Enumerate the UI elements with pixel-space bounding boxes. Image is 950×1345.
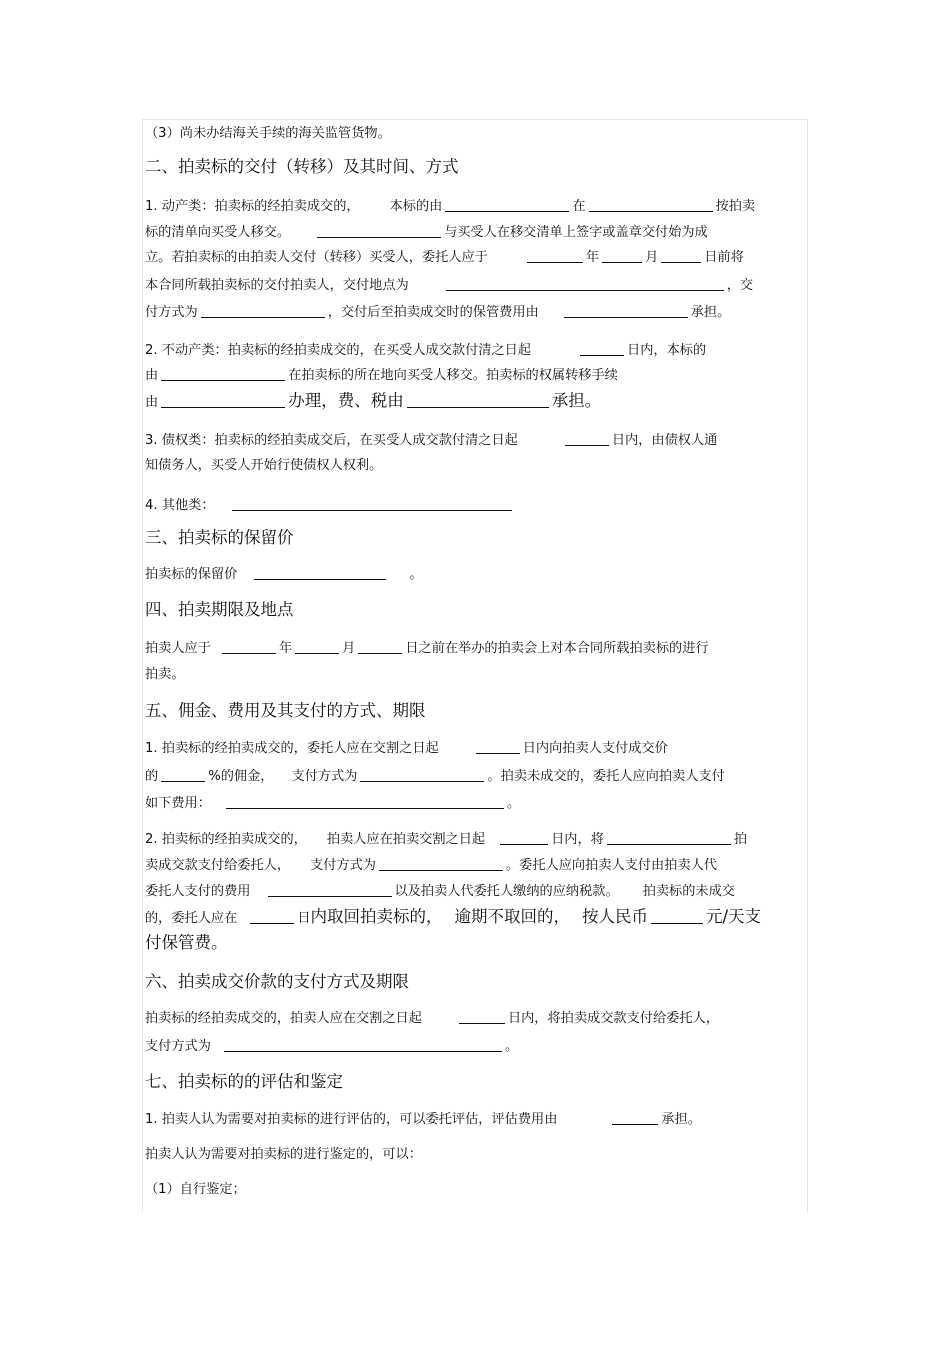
- immovable-line-2: 由 在拍卖标的所在地向买受人移交。拍卖标的权属转移手续: [145, 368, 618, 383]
- reserve-price-line: 拍卖标的保留价 。: [145, 567, 423, 582]
- heading-payment: 六、拍卖成交价款的支付方式及期限: [145, 972, 409, 991]
- commission-line-3: 如下费用： 。: [145, 796, 521, 811]
- heading-appraisal: 七、拍卖标的的评估和鉴定: [145, 1072, 343, 1091]
- appraisal-line: 1. 拍卖人认为需要对拍卖标的进行评估的，可以委托评估，评估费用由 承担。: [145, 1112, 701, 1127]
- movable-line-5: 付方式为 ，交付后至拍卖成交时的保管费用由 承担。: [145, 305, 731, 320]
- payment-line-1: 拍卖标的经拍卖成交的，拍卖人应在交割之日起 日内，将拍卖成交款支付给委托人，: [145, 1011, 719, 1026]
- self-identification-line: （1）自行鉴定；: [145, 1182, 246, 1197]
- commission-line-1: 1. 拍卖标的经拍卖成交的，委托人应在交割之日起 日内向拍卖人支付成交价: [145, 741, 668, 756]
- proceeds-line-1: 2. 拍卖标的经拍卖成交的， 拍卖人应在拍卖交割之日起 日内，将 拍: [145, 832, 748, 847]
- immovable-line-3: 由 办理，费、税由 承担。: [145, 391, 602, 410]
- movable-line-2: 标的清单向买受人移交。 与买受人在移交清单上签字或盖章交付始为成: [145, 225, 708, 240]
- movable-line-1: 1. 动产类：拍卖标的经拍卖成交的， 本标的由 在 按拍卖: [145, 199, 756, 214]
- heading-period-place: 四、拍卖期限及地点: [145, 600, 294, 619]
- period-line-2: 拍卖。: [145, 667, 185, 682]
- claims-line-1: 3. 债权类：拍卖标的经拍卖成交后，在买受人成交款付清之日起 日内，由债权人通: [145, 433, 718, 448]
- proceeds-line-3: 委托人支付的费用 以及拍卖人代委托人缴纳的应纳税款。 拍卖标的未成交: [145, 884, 735, 899]
- immovable-line-1: 2. 不动产类：拍卖标的经拍卖成交的，在买受人成交款付清之日起 日内，本标的: [145, 343, 707, 358]
- heading-delivery: 二、拍卖标的交付（转移）及其时间、方式: [145, 157, 459, 176]
- proceeds-line-4: 的，委托人应在 日内取回拍卖标的， 逾期不取回的， 按人民币 元/天支: [145, 907, 762, 926]
- identification-line: 拍卖人认为需要对拍卖标的进行鉴定的，可以：: [145, 1147, 422, 1162]
- period-line-1: 拍卖人应于 年 月 日之前在举办的拍卖会上对本合同所载拍卖标的进行: [145, 641, 709, 656]
- heading-reserve-price: 三、拍卖标的保留价: [145, 528, 294, 547]
- paragraph-customs-goods: （3）尚未办结海关手续的海关监管货物。: [145, 126, 391, 141]
- commission-line-2: 的 %的佣金， 支付方式为 。拍卖未成交的，委托人应向拍卖人支付: [145, 769, 725, 784]
- movable-line-4: 本合同所载拍卖标的交付拍卖人，交付地点为 ，交: [145, 278, 754, 293]
- proceeds-line-5: 付保管费。: [145, 933, 228, 952]
- movable-line-3: 立。若拍卖标的由拍卖人交付（转移）买受人，委托人应于 年 月 日前将: [145, 250, 744, 265]
- proceeds-line-2: 卖成交款支付给委托人， 支付方式为 。委托人应向拍卖人支付由拍卖人代: [145, 858, 717, 873]
- payment-line-2: 支付方式为 。: [145, 1039, 519, 1054]
- others-line: 4. 其他类：: [145, 496, 515, 514]
- heading-commission: 五、佣金、费用及其支付的方式、期限: [145, 701, 426, 720]
- claims-line-2: 知债务人，买受人开始行使债权人权利。: [145, 458, 383, 473]
